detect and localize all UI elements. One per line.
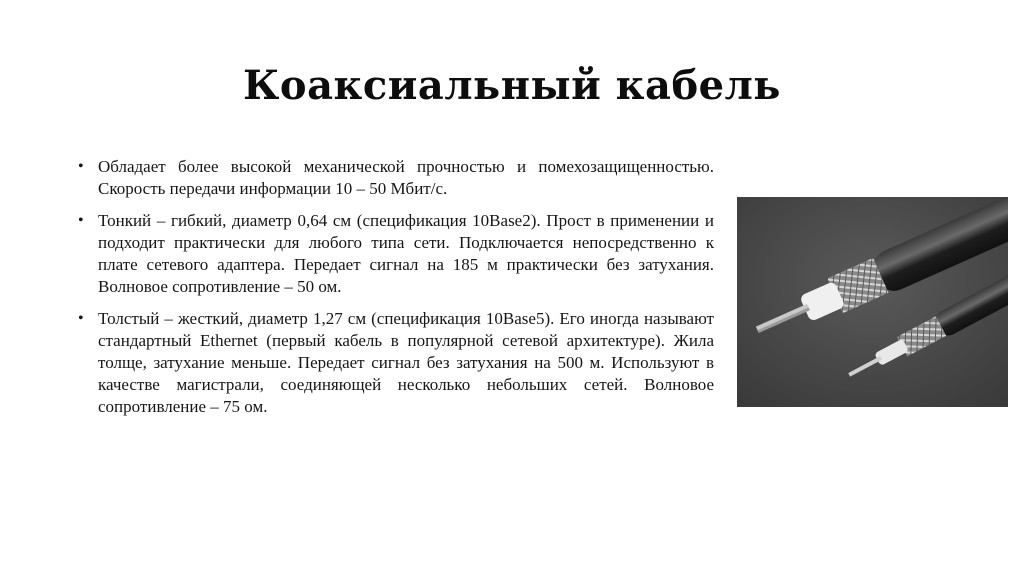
bullet-item <box>78 210 714 298</box>
coaxial-cable-photo <box>737 197 1008 407</box>
bullet-dot-icon: • <box>78 212 84 229</box>
slide-title: Коаксиальный кабель <box>243 62 781 109</box>
bullet-item <box>78 308 714 418</box>
cable-illustration-icon <box>737 197 1008 407</box>
bullet-text: Тонкий – гибкий, диаметр 0,64 см (спецификация 10Base2). Прост в применении и подходит практически для любого типа сети. Подключается непосредственно к плате сетевого адаптера. Передает сигнал на 185 м практически без затухания. Волновое сопротивление – 50 ом. <box>98 211 714 296</box>
bullet-dot-icon: • <box>78 158 84 175</box>
bullet-list <box>78 156 714 428</box>
bullet-text: Толстый – жесткий, диаметр 1,27 см (спецификация 10Base5). Его иногда называют стандартный Ethernet (первый кабель в популярной сетевой архитектуре). Жила толще, затухание меньше. Передает сигнал без затухания на 500 м. Используют в качестве магистрали, соединяющей несколько небольших сетей. Волновое сопротивление – 75 ом. <box>98 309 714 416</box>
bullet-dot-icon: • <box>78 310 84 327</box>
bullet-item <box>78 156 714 200</box>
bullet-text: Обладает более высокой механической прочностью и помехозащищенностью. Скорость передачи информации 10 – 50 Мбит/с. <box>98 157 714 198</box>
